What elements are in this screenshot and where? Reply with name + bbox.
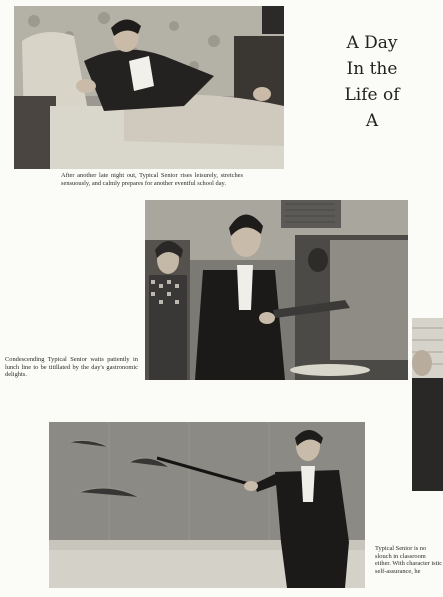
title-line-4: A	[365, 111, 379, 131]
caption-classroom: Typical Senior is no slouch in classroom either. With character istic self-assurance, he	[375, 545, 443, 575]
title-line-3: Life of	[344, 85, 400, 105]
lunch-scene	[145, 200, 408, 380]
caption-lunch: Condescending Typical Senior waits patiently in lunch line to be titillated by the day's gastronomic delights.	[5, 356, 138, 379]
photo-classroom	[49, 422, 365, 588]
edge-scene	[412, 318, 443, 491]
photo-bedroom	[14, 6, 284, 169]
photo-edge	[412, 318, 443, 491]
page-title	[332, 30, 412, 134]
caption-bedroom: After another late night out, Typical Senior rises leisurely, stretches sensuously, and calmly prepares for another eventful school day.	[61, 172, 243, 187]
photo-lunch	[145, 200, 408, 380]
title-line-1: A Day	[346, 33, 398, 53]
classroom-scene	[49, 422, 365, 588]
bedroom-scene	[14, 6, 284, 169]
title-line-2: In the	[346, 59, 398, 79]
